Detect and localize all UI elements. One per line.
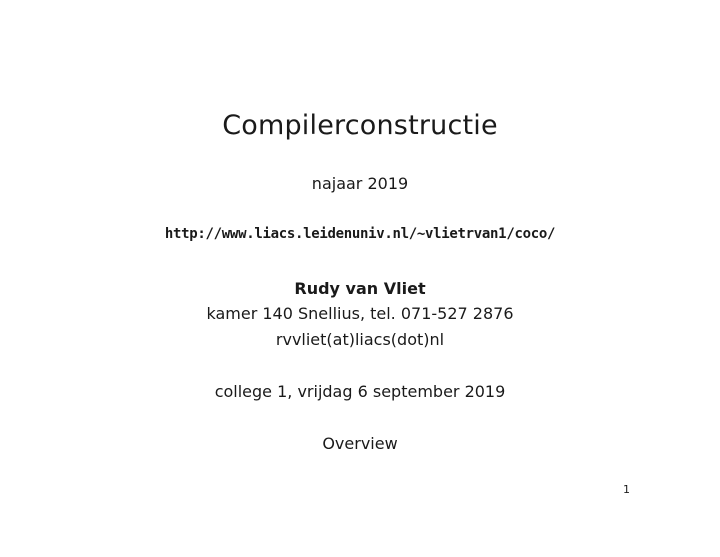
author-name: Rudy van Vliet — [294, 279, 426, 298]
lecture-date: college 1, vrijdag 6 september 2019 — [214, 382, 506, 401]
semester-label: najaar 2019 — [311, 174, 409, 193]
lecture-topic: Overview — [322, 434, 398, 453]
page-number: 1 — [623, 483, 630, 496]
author-room-phone: kamer 140 Snellius, tel. 071-527 2876 — [206, 304, 514, 323]
author-email: rvvliet(at)liacs(dot)nl — [275, 330, 445, 349]
slide-title: Compilerconstructie — [222, 110, 498, 141]
course-url-link[interactable]: http://www.liacs.leidenuniv.nl/~vlietrvan1/coco/ — [164, 226, 556, 242]
